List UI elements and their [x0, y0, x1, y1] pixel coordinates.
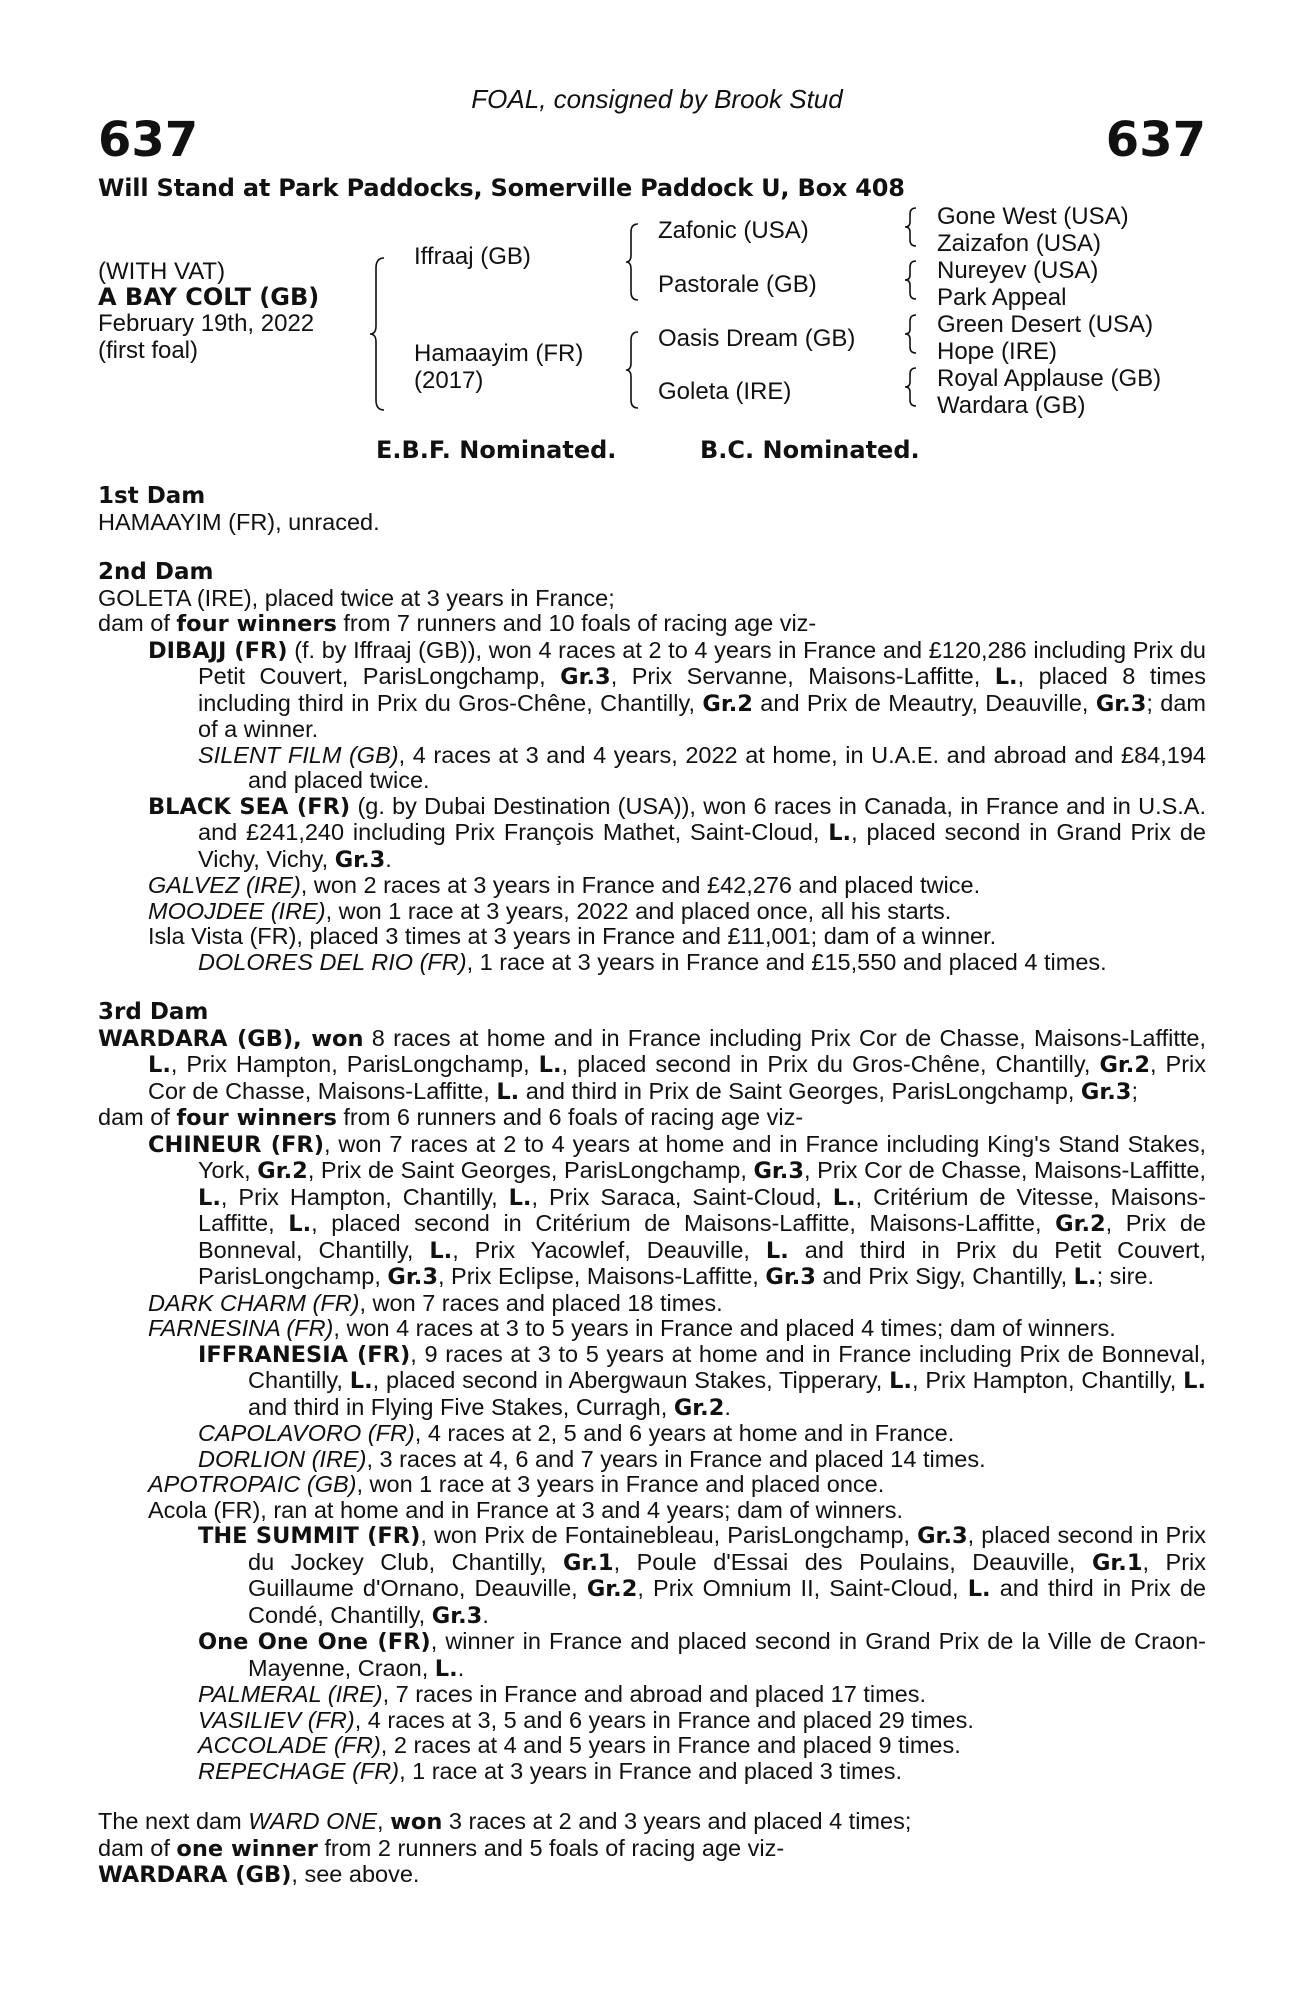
- entry-acola: Acola (FR), ran at home and in France at 3 and 4 years; dam of winners.: [148, 1496, 903, 1523]
- second-dam-heading: 2nd Dam: [98, 559, 214, 585]
- foal-name: [98, 283, 319, 312]
- pedigree-ssd: Zaizafon (USA): [937, 230, 1102, 257]
- pedigree-dsd: Hope (IRE): [937, 338, 1058, 365]
- consignor-line: FOAL, consigned by Brook Stud: [471, 84, 843, 114]
- entry-accolade: ACCOLADE (FR), 2 races at 4 and 5 years in France and placed 9 times.: [198, 1732, 961, 1758]
- entry-wardara: WARDARA (GB), won 8 races at home and in France including Prix Cor de Chasse, Maisons-Laffitte, L., Prix Hampton, ParisLongchamp, L., placed second in Prix du Gros-Chêne, Chantilly, Gr.2, Prix Cor de Chasse, Maisons-Laffitte, L. and third in Prix de Saint Georges, ParisLongchamp, Gr.3;: [98, 1024, 1206, 1105]
- pedigree-sd: Pastorale (GB): [658, 271, 817, 298]
- second-dam-produce-line: dam of four winners from 7 runners and 10 foals of racing age viz-: [98, 610, 817, 637]
- pedigree-dss: Green Desert (USA): [937, 311, 1154, 338]
- pedigree-sss: Gone West (USA): [937, 203, 1129, 230]
- stand-location: Will Stand at Park Paddocks, Somerville Paddock U, Box 408: [98, 174, 905, 202]
- pedigree-sds: Nureyev (USA): [937, 257, 1099, 284]
- entry-dorlion: DORLION (IRE), 3 races at 4, 6 and 7 years in France and placed 14 times.: [198, 1445, 986, 1472]
- pedigree-bracket-main: [368, 256, 388, 412]
- entry-vasiliev: VASILIEV (FR), 4 races at 3, 5 and 6 years in France and placed 29 times.: [198, 1706, 974, 1733]
- entry-apotropaic: APOTROPAIC (GB), won 1 race at 3 years in France and placed once.: [148, 1471, 885, 1497]
- entry-chineur: CHINEUR (FR), won 7 races at 2 to 4 years at home and in France including King's Stand Stakes, York, Gr.2, Prix de Saint Georges, ParisLongchamp, Gr.3, Prix Cor de Chasse, Maisons-Laffitte, L., Prix Hampton, Chantilly, L., Prix Saraca, Saint-Cloud, L., Critérium de Vitesse, Maisons-Laffitte, L., placed second in Critérium de Maisons-Laffitte, Maisons-Laffitte, Gr.2, Prix de Bonneval, Chantilly, L., Prix Yacowlef, Deauville, L. and third in Prix du Petit Couvert, ParisLongchamp, Gr.3, Prix Eclipse, Maisons-Laffitte, Gr.3 and Prix Sigy, Chantilly, L.; sire.: [148, 1130, 1207, 1290]
- pedigree-bracket-sire: [624, 222, 642, 302]
- entry-iffranesia: IFFRANESIA (FR), 9 races at 3 to 5 years at home and in France including Prix de Bonneval, Chantilly, L., placed second in Abergwaun Stakes, Tipperary, L., Prix Hampton, Chantilly, L. and third in Flying Five Stakes, Curragh, Gr.2.: [198, 1340, 1207, 1421]
- pedigree-dam: Hamaayim (FR): [414, 340, 584, 367]
- vat-note: (WITH VAT): [98, 258, 226, 285]
- first-dam-heading: 1st Dam: [98, 483, 206, 509]
- pedigree-bracket-ds: [903, 313, 919, 355]
- next-dam-line: The next dam WARD ONE, won 3 races at 2 and 3 years and placed 4 times;: [98, 1808, 912, 1835]
- entry-wardara-see-above: WARDARA (GB), see above.: [98, 1861, 420, 1888]
- pedigree-ddd: Wardara (GB): [937, 392, 1086, 419]
- bc-nominated: B.C. Nominated.: [700, 436, 920, 464]
- entry-repechage: REPECHAGE (FR), 1 race at 3 years in France and placed 3 times.: [198, 1757, 902, 1784]
- entry-black-sea: BLACK SEA (FR) (g. by Dubai Destination (USA)), won 6 races in Canada, in France and in U.S.A. and £241,240 including Prix François Mathet, Saint-Cloud, L., placed second in Grand Prix de Vichy, Vichy, Gr.3.: [148, 792, 1207, 873]
- entry-farnesina: FARNESINA (FR), won 4 races at 3 to 5 years in France and placed 4 times; dam of winners.: [148, 1315, 1116, 1341]
- pedigree-bracket-dd: [903, 366, 919, 408]
- third-dam-produce-line: dam of four winners from 6 runners and 6 foals of racing age viz-: [98, 1104, 804, 1131]
- entry-silent-film: SILENT FILM (GB), 4 races at 3 and 4 years, 2022 at home, in U.A.E. and abroad and £84,194 and placed twice.: [198, 741, 1206, 793]
- lot-number-right: 637: [1105, 112, 1206, 168]
- entry-moojdee: MOOJDEE (IRE), won 1 race at 3 years, 2022 and placed once, all his starts.: [148, 897, 952, 924]
- entry-one-one-one: One One One (FR), winner in France and placed second in Grand Prix de la Ville de Craon-Mayenne, Craon, L..: [198, 1628, 1206, 1682]
- catalogue-body: [98, 484, 1206, 1889]
- foal-dob: February 19th, 2022: [98, 310, 315, 337]
- pedigree-bracket-sd: [903, 259, 919, 301]
- pedigree-sire: Iffraaj (GB): [414, 243, 531, 270]
- foal-name-text: A BAY COLT (GB): [98, 283, 320, 311]
- entry-capolavoro: CAPOLAVORO (FR), 4 races at 2, 5 and 6 years at home and in France.: [198, 1420, 955, 1446]
- pedigree-dam-year: (2017): [414, 367, 484, 394]
- entry-the-summit: THE SUMMIT (FR), won Prix de Fontainebleau, ParisLongchamp, Gr.3, placed second in Prix du Jockey Club, Chantilly, Gr.1, Poule d'Essai des Poulains, Deauville, Gr.1, Prix Guillaume d'Ornano, Deauville, Gr.2, Prix Omnium II, Saint-Cloud, L. and third in Prix de Condé, Chantilly, Gr.3.: [198, 1522, 1207, 1629]
- entry-isla-vista: Isla Vista (FR), placed 3 times at 3 years in France and £11,001; dam of a winner.: [148, 923, 997, 949]
- foal-note: (first foal): [98, 337, 199, 364]
- pedigree-dds: Royal Applause (GB): [937, 365, 1162, 392]
- ebf-nominated: E.B.F. Nominated.: [376, 436, 617, 464]
- pedigree-bracket-ss: [903, 206, 919, 248]
- lot-number-left: 637: [98, 112, 199, 168]
- entry-galvez: GALVEZ (IRE), won 2 races at 3 years in France and £42,276 and placed twice.: [148, 872, 981, 898]
- entry-dibajj: DIBAJJ (FR) (f. by Iffraaj (GB)), won 4 races at 2 to 4 years in France and £120,286 including Prix du Petit Couvert, ParisLongchamp, Gr.3, Prix Servanne, Maisons-Laffitte, L., placed 8 times including third in Prix du Gros-Chêne, Chantilly, Gr.2 and Prix de Meautry, Deauville, Gr.3; dam of a winner.: [148, 636, 1207, 742]
- pedigree-ds: Oasis Dream (GB): [658, 325, 856, 352]
- first-dam-text: HAMAAYIM (FR), unraced.: [98, 508, 380, 535]
- entry-dolores-del-rio: DOLORES DEL RIO (FR), 1 race at 3 years in France and £15,550 and placed 4 times.: [198, 948, 1107, 975]
- next-dam-produce-line: dam of one winner from 2 runners and 5 foals of racing age viz-: [98, 1834, 785, 1862]
- pedigree-ss: Zafonic (USA): [658, 217, 809, 244]
- entry-dark-charm: DARK CHARM (FR), won 7 races and placed 18 times.: [148, 1289, 723, 1316]
- second-dam-line: GOLETA (IRE), placed twice at 3 years in France;: [98, 584, 615, 611]
- pedigree-dd: Goleta (IRE): [658, 378, 792, 405]
- pedigree-bracket-dam: [624, 330, 642, 410]
- entry-palmeral: PALMERAL (IRE), 7 races in France and abroad and placed 17 times.: [198, 1681, 927, 1707]
- pedigree-sdd: Park Appeal: [937, 284, 1067, 311]
- third-dam-heading: 3rd Dam: [98, 999, 209, 1025]
